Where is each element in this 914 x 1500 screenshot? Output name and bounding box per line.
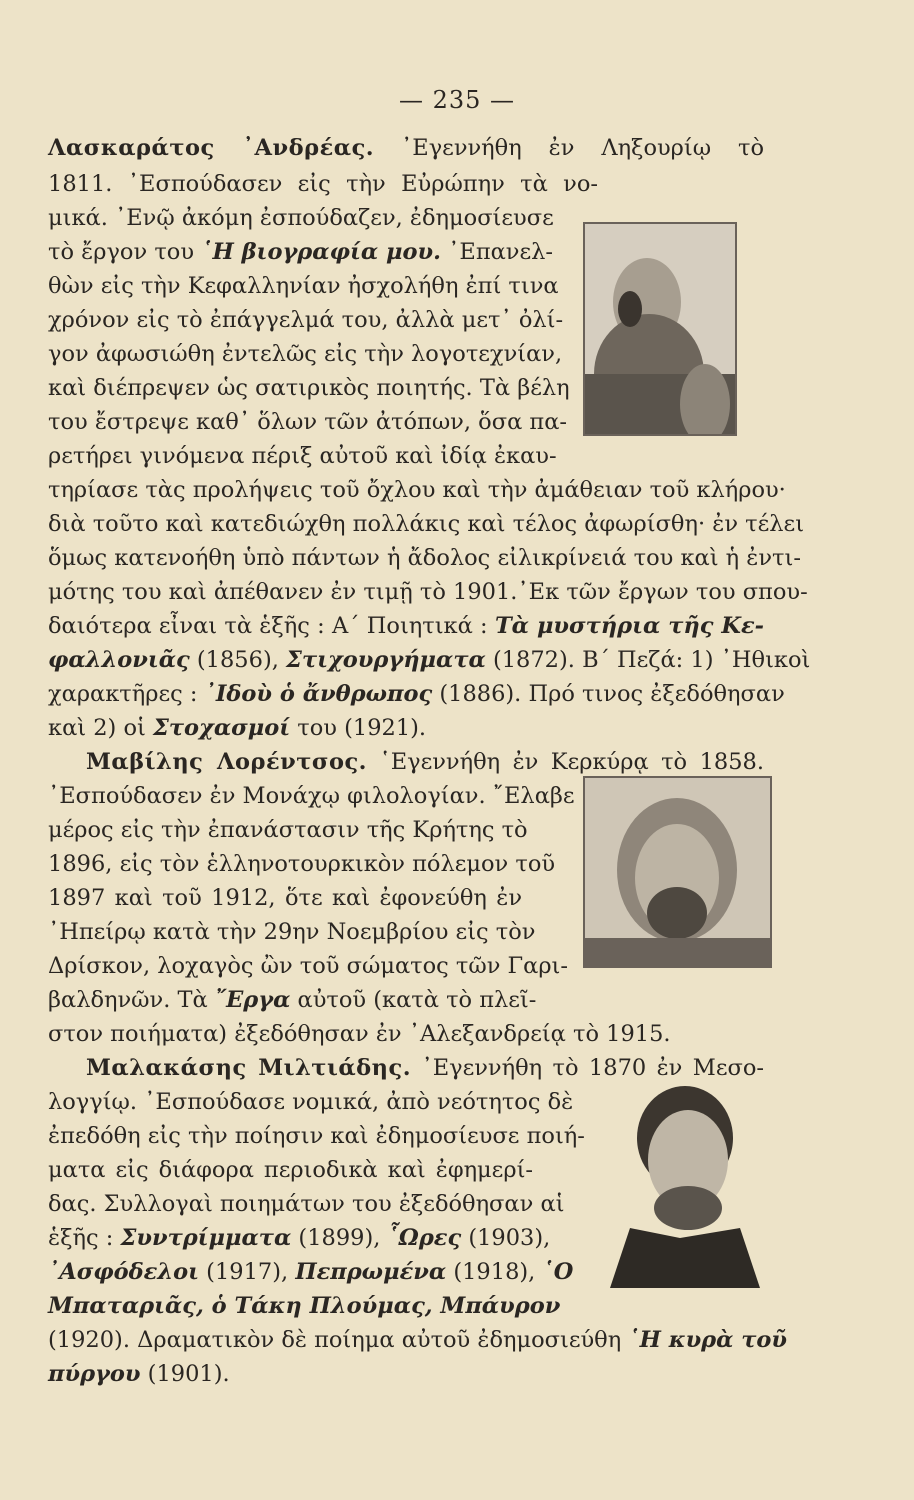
entry-line: του ἔστρεψε καθ᾿ ὅλων τῶν ἀτόπων, ὅσα πα- — [48, 409, 567, 435]
entry-name: Λασκαράτος ᾿Ανδρέας. — [48, 135, 375, 161]
entry-line: διὰ τοῦτο καὶ κατεδιώχθη πολλάκις καὶ τέλος ἀφωρίσθη· ἐν τέλει — [48, 511, 805, 537]
entry-line: Δρίσκον, λοχαγὸς ὢν τοῦ σώματος τῶν Γαρι- — [48, 953, 568, 979]
entry-line: 1897 καὶ τοῦ 1912, ὅτε καὶ ἐφονεύθη ἐν — [48, 885, 522, 911]
entry-line: μικά. ᾿Ενῷ ἀκόμη ἐσπούδαζεν, ἐδημοσίευσε — [48, 205, 554, 231]
entry-line: χαρακτῆρες : ᾿Ιδοὺ ὁ ἄνθρωπος (1886). Πρό τινος ἐξεδόθησαν — [48, 681, 785, 707]
entry-line: τὸ ἔργον του ῾Η βιογραφία μου. ᾿Επανελ- — [48, 239, 554, 265]
entry-line: καὶ διέπρεψεν ὡς σατιρικὸς ποιητής. Τὰ βέλη — [48, 375, 570, 401]
page-number: — 235 — — [398, 86, 516, 114]
entry-line: 1896, εἰς τὸν ἑλληνοτουρκικὸν πόλεμον τοῦ — [48, 851, 556, 877]
entry-name: Μαβίλης Λορέντσος. — [86, 749, 368, 775]
entry-line: θὼν εἰς τὴν Κεφαλληνίαν ἠσχολήθη ἐπί τινα — [48, 273, 559, 299]
entry-line: χρόνον εἰς τὸ ἐπάγγελμά του, ἀλλὰ μετ᾿ ὀλί- — [48, 307, 564, 333]
entry-line: δαιότερα εἶναι τὰ ἑξῆς : Α΄ Ποιητικά : Τὰ μυστήρια τῆς Κε- — [48, 613, 764, 639]
entry-line: ἐπεδόθη εἰς τὴν ποίησιν καὶ ἐδημοσίευσε ποιή- — [48, 1123, 585, 1149]
portrait-image — [583, 222, 737, 436]
entry-line: 1811. ᾿Εσπούδασεν εἰς τὴν Εὐρώπην τὰ νο- — [48, 171, 598, 197]
entry-line: μότης του καὶ ἀπέθανεν ἐν τιμῇ τὸ 1901.᾿Εκ τῶν ἔργων του σπου- — [48, 579, 808, 605]
entry-line: ᾿Εσπούδασεν ἐν Μονάχῳ φιλολογίαν. ῎Ελαβε — [48, 783, 575, 809]
entry-line: τηρίασε τὰς προλήψεις τοῦ ὄχλου καὶ τὴν ἀμάθειαν τοῦ κλήρου· — [48, 477, 786, 503]
entry-line: ᾿Ηπείρῳ κατὰ τὴν 29ην Νοεμβρίου εἰς τὸν — [48, 919, 536, 945]
entry-line: (1920). Δραματικὸν δὲ ποίημα αὐτοῦ ἐδημοσιεύθη ῾Η κυρὰ τοῦ — [48, 1327, 788, 1353]
entry-line: μέρος εἰς τὴν ἐπανάστασιν τῆς Κρήτης τὸ — [48, 817, 528, 843]
entry-line: ᾿Ασφόδελοι (1917), Πεπρωμένα (1918), ῾Ο — [48, 1259, 574, 1285]
portrait-image — [600, 1068, 760, 1288]
entry-line: ρετήρει γινόμενα πέριξ αὐτοῦ καὶ ἰδίᾳ ἐκαυ- — [48, 443, 557, 469]
entry-line: στον ποιήματα) ἐξεδόθησαν ἐν ᾿Αλεξανδρείᾳ τὸ 1915. — [48, 1021, 671, 1047]
portrait-illustration — [585, 778, 770, 966]
entry-line: Μπαταριᾶς, ὁ Τάκη Πλούμας, Μπάυρον — [48, 1293, 561, 1319]
entry-line: φαλλονιᾶς (1856), Στιχουργήματα (1872). Β΄ Πεζά: 1) ᾿Ηθικοὶ — [48, 647, 811, 673]
entry-name: Μαλακάσης Μιλτιάδης. — [86, 1055, 412, 1081]
entry-line: ὅμως κατενοήθη ὑπὸ πάντων ἡ ἄδολος εἰλικρίνειά του καὶ ἡ ἐντι- — [48, 545, 801, 571]
entry-line: βαλδηνῶν. Τὰ ῎Εργα αὐτοῦ (κατὰ τὸ πλεῖ- — [48, 987, 537, 1013]
portrait-illustration — [600, 1068, 760, 1288]
entry-line: γον ἀφωσιώθη ἐντελῶς εἰς τὴν λογοτεχνίαν, — [48, 341, 563, 367]
entry-line: Μαλακάσης Μιλτιάδης. ᾿Εγεννήθη τὸ 1870 ἐν Μεσο- — [86, 1055, 764, 1081]
entry-line: ἑξῆς : Συντρίμματα (1899), ῟Ωρες (1903), — [48, 1225, 551, 1251]
entry-line: πύργου (1901). — [48, 1361, 230, 1387]
entry-line: καὶ 2) οἱ Στοχασμοί του (1921). — [48, 715, 427, 741]
entry-line: ματα εἰς διάφορα περιοδικὰ καὶ ἐφημερί- — [48, 1157, 533, 1183]
portrait-image — [583, 776, 772, 968]
entry-line: δας. Συλλογαὶ ποιημάτων του ἐξεδόθησαν αἱ — [48, 1191, 565, 1217]
entry-line: Λασκαράτος ᾿Ανδρέας. ᾿Εγεννήθη ἐν Ληξουρίῳ τὸ — [48, 135, 764, 161]
entry-line: Μαβίλης Λορέντσος. ῾Εγεννήθη ἐν Κερκύρᾳ τὸ 1858. — [86, 749, 764, 775]
entry-line: λογγίῳ. ᾿Εσπούδασε νομικά, ἀπὸ νεότητος δὲ — [48, 1089, 574, 1115]
portrait-illustration — [585, 224, 735, 434]
